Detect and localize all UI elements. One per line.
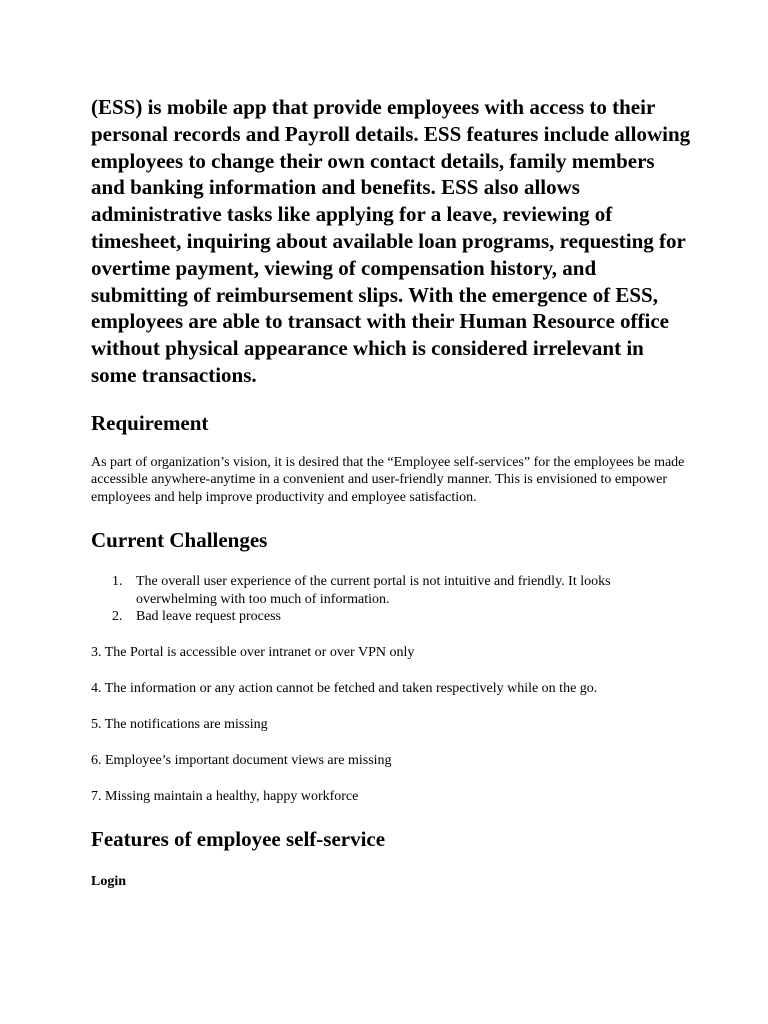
list-item-number: 2.	[112, 609, 123, 625]
challenge-item-3: 3. The Portal is accessible over intranet or over VPN only	[91, 645, 415, 661]
requirement-heading: Requirement	[91, 410, 209, 435]
features-heading: Features of employee self-service	[91, 826, 386, 851]
challenge-item-6: 6. Employee’s important document views are missing	[91, 753, 392, 769]
list-item-text: Bad leave request process	[136, 609, 281, 625]
list-item-number: 1.	[112, 574, 123, 590]
intro-paragraph: (ESS) is mobile app that provide employees with access to their personal records and Payroll details. ESS features include allowing employees to change their own contact details, family members and banking information and benefits. ESS also allows administrative tasks like applying for a leave, reviewing of timesheet, inquiring about available loan programs, requesting for overtime payment, viewing of compensation history, and submitting of reimbursement slips. With the emergence of ESS, employees are able to transact with their Human Resource office without physical appearance which is considered irrelevant in some transactions.	[91, 95, 691, 387]
challenge-item-7: 7. Missing maintain a healthy, happy workforce	[91, 789, 359, 805]
challenges-numbered-list	[91, 573, 691, 626]
requirement-text: As part of organization’s vision, it is desired that the “Employee self-services” for the employees be made accessible anywhere-anytime in a convenient and user-friendly manner. This is envisioned to empower employees and help improve productivity and employee satisfaction.	[91, 454, 685, 505]
list-item	[91, 608, 691, 626]
list-item	[91, 573, 691, 608]
document-page	[91, 94, 691, 904]
login-subheading: Login	[91, 873, 127, 889]
challenge-item-4: 4. The information or any action cannot be fetched and taken respectively while on the go.	[91, 681, 598, 697]
challenges-heading: Current Challenges	[91, 528, 268, 553]
challenge-item-5: 5. The notifications are missing	[91, 717, 268, 733]
list-item-text: The overall user experience of the current portal is not intuitive and friendly. It looks overwhelming with too much of information.	[136, 574, 611, 607]
